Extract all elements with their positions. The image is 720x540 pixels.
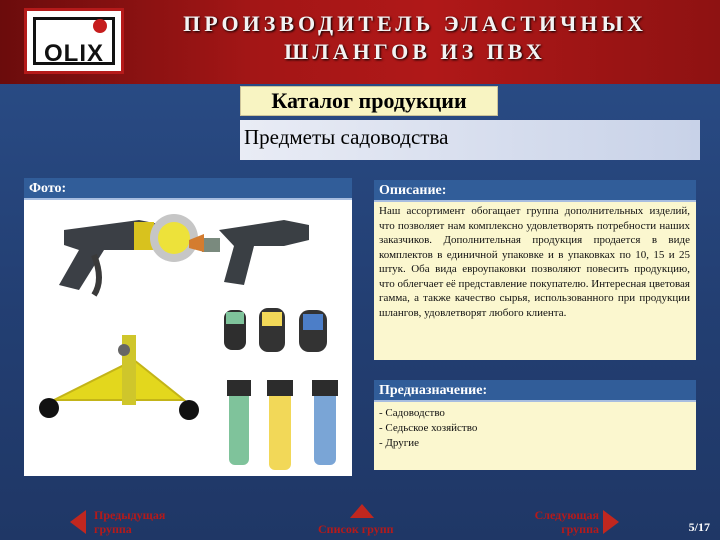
purpose-item: - Другие (379, 437, 420, 449)
purpose-list (379, 406, 477, 451)
description-text: Наш ассортимент обогащает группа дополнительных изделий, что позволяет нам комплексно удовлетворять потребности наших заказчиков. Дополнительная продукция продается в виде комплектов в единичной упаковке и в упаковках по 10, 15 и 25 штук. Оба вида евроупаковки позволяют повесить продукцию, что облегчает её представление покупателю. Интересная цветовая гамма, а также качество сырья, использованного при продукции шлангов, удовлетворят любого клиента. (379, 205, 690, 319)
arrow-right-icon (603, 510, 619, 534)
hose-connectors-icon (224, 308, 327, 352)
purpose-panel (374, 380, 696, 470)
header-title-line1: ПРОИЗВОДИТЕЛЬ ЭЛАСТИЧНЫХ (183, 11, 647, 36)
group-list-label: Список групп (318, 522, 394, 536)
purpose-item: - Садоводство (379, 407, 445, 419)
sprinkler-icon (39, 335, 199, 420)
logo-dot-icon (93, 19, 107, 33)
header-title-line2: ШЛАНГОВ ИЗ ПВХ (284, 39, 546, 64)
next-group-button[interactable] (525, 506, 625, 536)
spray-gun-2-icon (189, 220, 309, 285)
polix-logo (24, 8, 124, 74)
nozzles-icon (227, 380, 338, 470)
logo-text: OLIX (43, 40, 104, 67)
prev-line1: Предыдущая (94, 508, 166, 522)
header-title (130, 10, 700, 66)
next-line2: группа (561, 522, 599, 536)
prev-group-label (94, 508, 165, 536)
description-label: Описание: (374, 180, 696, 202)
arrow-up-icon (350, 504, 374, 518)
next-line1: Следующая (534, 508, 599, 522)
prev-group-button[interactable] (70, 506, 190, 536)
next-group-label (525, 508, 599, 536)
catalog-title: Каталог продукции (240, 86, 498, 116)
purpose-item: - Седьское хозяйство (379, 422, 478, 434)
header-banner (0, 0, 720, 84)
prev-line2: группа (94, 522, 132, 536)
photo-panel (24, 178, 352, 476)
purpose-label: Предназначение: (374, 380, 696, 402)
page-number: 5/17 (688, 520, 710, 534)
group-list-button[interactable] (318, 504, 438, 536)
arrow-left-icon (70, 510, 86, 534)
section-title: Предметы садоводства (240, 120, 700, 160)
description-panel (374, 180, 696, 360)
photo-label: Фото: (24, 178, 352, 200)
product-photo (24, 200, 352, 476)
spray-gun-1-icon (59, 214, 198, 295)
